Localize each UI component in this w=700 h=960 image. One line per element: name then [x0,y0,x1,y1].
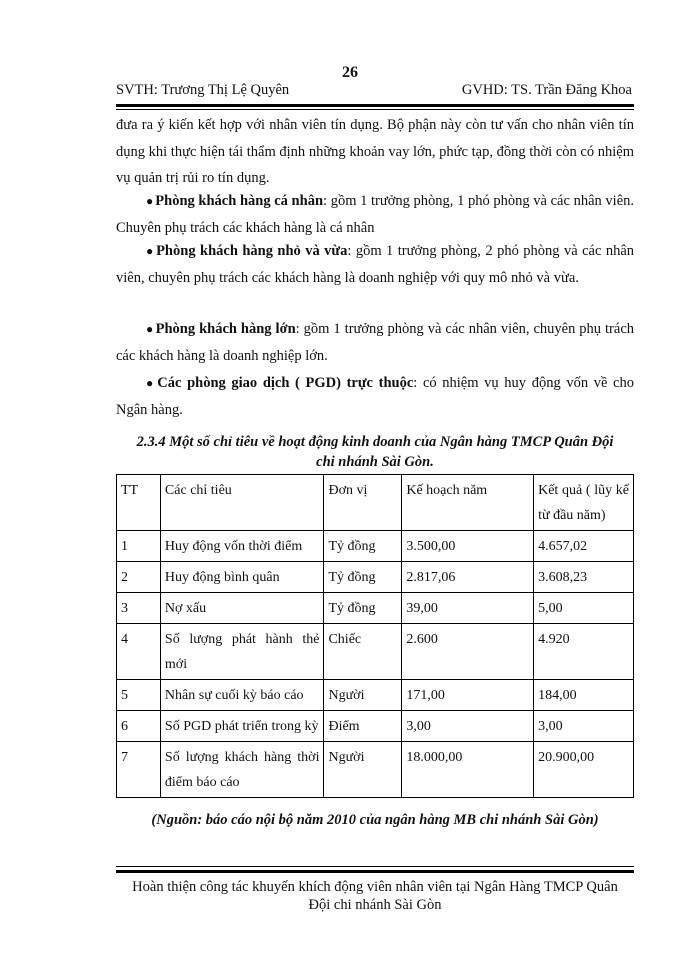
table-cell: 4.657,02 [534,531,634,562]
bullet-sme [116,238,634,291]
bullet-icon: ● [146,194,154,208]
table-cell: 1 [117,531,161,562]
table-caption [116,432,634,472]
table-cell: 3,00 [534,711,634,742]
table-cell: Nợ xấu [160,593,324,624]
bullet-personal-title: Phòng khách hàng cá nhân [155,193,324,209]
table-row [117,562,634,593]
header-cell: Đơn vị [324,475,402,531]
table-cell: Số PGD phát triển trong kỳ [160,711,324,742]
table-cell: 171,00 [402,680,534,711]
table-row [117,711,634,742]
bullet-large-title: Phòng khách hàng lớn [155,321,296,337]
table-caption-line2: chi nhánh Sài Gòn. [316,454,434,470]
table-cell: Tỷ đồng [324,593,402,624]
header-rule-thick [116,104,634,107]
table-header-row [117,475,634,531]
table-cell: 18.000,00 [402,742,534,798]
paragraph-intro: đưa ra ý kiến kết hợp với nhân viên tín dụng. Bộ phận này còn tư vấn cho nhân viên tín dụng khi thực hiện tái thẩm định những khoản vay lớn, phức tạp, đồng thời còn có nhiệm vụ quản trị rủi ro tín dụng. [116,117,634,186]
table-row [117,680,634,711]
table-row [117,624,634,680]
table-cell: 2 [117,562,161,593]
table-cell: Người [324,742,402,798]
table-cell: Điểm [324,711,402,742]
bullet-personal-text: : gồm 1 trưởng phòng, 1 phó phòng và các nhân viên. Chuyên phụ trách các khách hàng là cá nhân [116,193,635,236]
bullet-pgd-title: Các phòng giao dịch ( PGD) trực thuộc [157,375,414,391]
table-cell: 39,00 [402,593,534,624]
table-cell: Người [324,680,402,711]
table-cell: Tỷ đồng [324,531,402,562]
header-advisor: GVHD: TS. Trần Đăng Khoa [461,82,632,98]
table-cell: Chiếc [324,624,402,680]
table-cell: 5,00 [534,593,634,624]
table-cell: 184,00 [534,680,634,711]
bullet-sme-text: : gồm 1 trưởng phòng, 2 phó phòng và các nhân viên, chuyên phụ trách các khách hàng là doanh nghiệp với quy mô nhỏ và vừa. [116,243,635,286]
bullet-pgd [116,370,634,423]
header-rule-thin [116,109,634,110]
footer-line1: Hoàn thiện công tác khuyến khích động viên nhân viên tại Ngân Hàng TMCP Quân [132,879,618,895]
bullet-large [116,316,634,369]
table-cell: 6 [117,711,161,742]
table-cell: 20.900,00 [534,742,634,798]
table-cell: Số lượng khách hàng thời điểm báo cáo [160,742,324,798]
table-cell: Huy động vốn thời điểm [160,531,324,562]
header-cell: Kế hoạch năm [402,475,534,531]
table-cell: 7 [117,742,161,798]
table-cell: 3 [117,593,161,624]
table-cell: Số lượng phát hành thẻ mới [160,624,324,680]
header-cell: TT [117,475,161,531]
page-number: 26 [342,64,358,81]
page-footer [110,878,640,914]
bullet-large-text: : gồm 1 trưởng phòng và các nhân viên, chuyên phụ trách các khách hàng là doanh nghiệp lớn. [116,321,635,364]
table-row [117,742,634,798]
bullet-pgd-text: : có nhiệm vụ huy động vốn về cho Ngân hàng. [116,375,634,418]
table-cell: Nhân sự cuối kỳ báo cáo [160,680,324,711]
table-cell: 3,00 [402,711,534,742]
bullet-icon: ● [146,244,155,258]
body-text [116,112,634,192]
header-student: SVTH: Trương Thị Lệ Quyên [116,82,290,98]
header-cell: Các chỉ tiêu [160,475,324,531]
footer-rule-thick [116,870,634,873]
bullet-icon: ● [146,376,156,390]
table-cell: 4 [117,624,161,680]
bullet-sme-title: Phòng khách hàng nhỏ và vừa [156,243,348,259]
table-cell: 3.500,00 [402,531,534,562]
header-cell: Kết quả ( lũy kế từ đầu năm) [534,475,634,531]
table-cell: Tỷ đồng [324,562,402,593]
footer-line2: Đội chi nhánh Sài Gòn [308,897,442,913]
bullet-icon: ● [146,322,154,336]
table-row [117,593,634,624]
table-cell: Huy động bình quân [160,562,324,593]
table-row [117,531,634,562]
table-cell: 2.600 [402,624,534,680]
footer-rule-thin [116,866,634,867]
table-cell: 4.920 [534,624,634,680]
bullet-personal [116,188,634,241]
table-source-note: (Nguồn: báo cáo nội bộ năm 2010 của ngân hàng MB chi nhánh Sài Gòn) [151,812,599,828]
business-indicators-table [116,474,634,798]
table-cell: 3.608,23 [534,562,634,593]
table-cell: 5 [117,680,161,711]
table-caption-line1: 2.3.4 Một số chỉ tiêu về hoạt động kinh doanh của Ngân hàng TMCP Quân Đội [136,434,614,450]
table-cell: 2.817,06 [402,562,534,593]
